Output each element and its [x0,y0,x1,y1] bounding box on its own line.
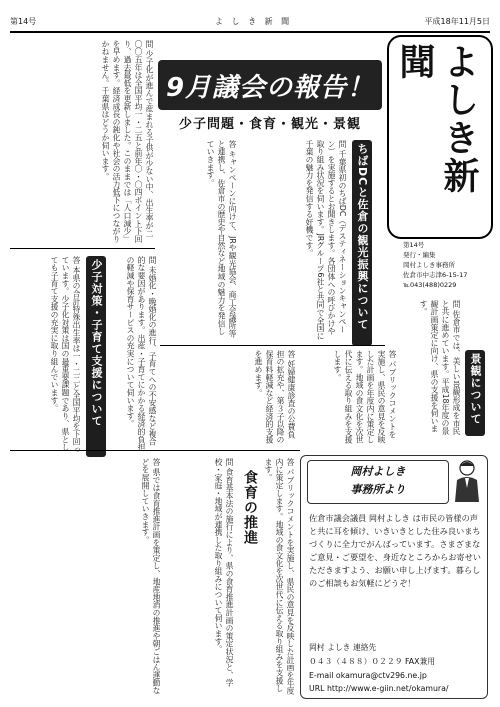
food-heading: 食育の推進 [242,470,258,545]
headline-banner: 9月議会の報告！ [158,60,382,110]
tourism-heading: ちばDCと佐倉の観光振興について [352,140,372,346]
office-notice-box [300,455,488,699]
contact-name: 岡村 よしき 連絡先 [309,643,377,652]
issue-number: 第14号 [10,17,37,26]
section-divider [10,450,300,451]
tourism-extra: 答 パブリックコメントを実施し、県民の意見を反映した計画を年度内に策定します。地域の食文化を次世代に伝える取り組みを支援します。 [333,350,397,444]
tourism-text: 問 千葉県初のちばDC（デスティネーションキャンペーン）を実施するとお聞きします。各団体への呼びかけや取り組み状況を伺います。JRグループ6社と共同で全国に千葉の魅力を発信する好機です。 [305,140,347,340]
contact-email[interactable]: E-mail okamura@ctv296.ne.jp [309,671,427,680]
politician-figure-icon [451,458,483,504]
child-text: 問 未婚化・晩婚化の進行、子育てへの不安感など複合的な要因があります。出産・子育てにかかる経済的負担の軽減や保育サービスの充実について伺います。 [126,256,157,451]
header-rule [10,31,490,33]
masthead-logo [387,35,493,239]
child-answer-2: 答 妊婦健康診査の公費負担の拡充や、第３子以降の保育料軽減など経済的支援を進めます。 [254,350,296,444]
section-divider [160,345,385,346]
issue-date: 平成18年11月5日 [424,17,490,26]
tourism-answer: 答 キャンペーンに向けて、JRや観光協会、商工会議所等と連携し、佐倉市の歴史や自然など地域の魅力を発信していきます。 [206,140,237,338]
food-answer: 答 県では食育推進計画を策定し、地産地消の推進や朝ごはん運動などを展開していきます。 [141,458,161,695]
page-header [10,14,490,30]
info-line: 第14号 [403,241,425,249]
contact-url[interactable]: URL http://www.e-giin.net/okamura/ [309,684,449,693]
office-box-title: 岡村よしき 事務所より [307,460,449,504]
info-line: 発行・編集 [403,251,436,259]
intro-text: 問 少子化が進んで産まれる子供が少ない中、出生率が二〇〇五年は全国平均一・二五と前年〇・〇四ポイント下回り、過去最低を更新しました。このままでは「人口減少」を早めます。経済成長の鈍化や社会の活力低下につながりかねません。千葉県はどうか伺います。 [101,40,154,243]
info-line: 佐倉市中志津6-15-17 [403,271,468,279]
section-divider [10,248,155,249]
food-extra: 答 パブリックコメントを実施し、県民の意見を反映した計画を年度内に策定します。地域の食文化を次世代に伝える取り組みを支援します。 [264,458,295,695]
child-answer: 答 本県の合計特殊出生率は一・二二と全国平均を下回っています。少子化対策は国の最重要課題であり、県としても子育て支援の充実に取り組んでいます。 [50,256,81,454]
scenery-text: 問 佐倉市では、美しい景観形成を市民と共に進めています。平成18年度の景観計画策定に向け、県の支援を伺います。 [419,300,461,436]
child-heading: 少子対策・子育て支援について [86,256,106,457]
paper-name: よ し き 新 聞 [215,17,293,26]
info-line: ℡043(488)0229 [403,281,457,289]
headline-subtitle: 少子問題・食育・観光・景観 [178,116,361,132]
office-message: 佐倉市議会議員 岡村よしき は市民の皆様の声と共に耳を傾け、いきいきとした住み良いまちづくりに全力でがんばっています。さまざまなご意見・ご要望を、身近なところからお寄せいただきますよう、お願い申し上げます。暮らしのご相談もお気軽にどうぞ！ [309,513,481,588]
info-line: 岡村よしき事務所 [403,261,455,269]
contact-tel: ０４３（４８８）０２２９ FAX兼用 [309,657,436,666]
masthead-title: よしき新聞 [394,43,480,195]
scenery-heading: 景観について [465,350,485,436]
food-text: 問 食育基本法の施行により、県の食育推進計画の策定状況と、学校・家庭・地域が連携した取り組みについて伺います。 [214,458,234,687]
masthead-info [403,240,485,290]
